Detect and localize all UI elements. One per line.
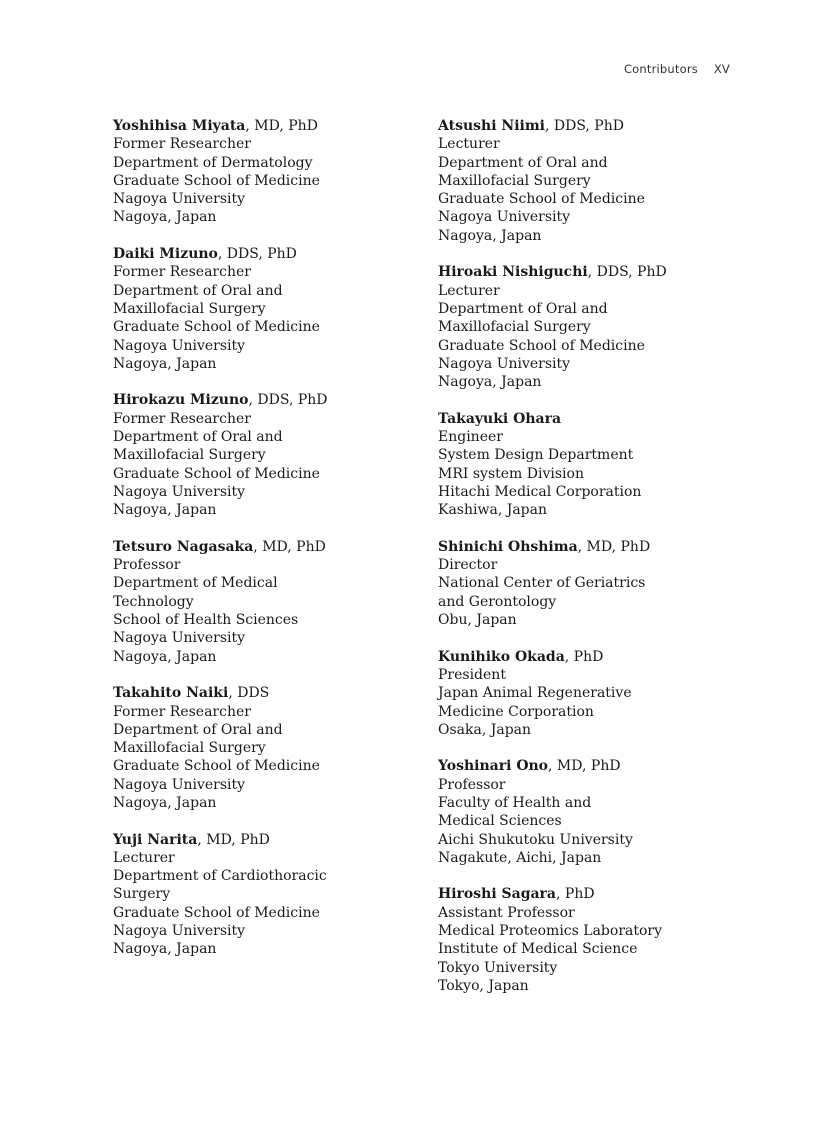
affiliation-line: Graduate School of Medicine [438,337,645,354]
affiliation-line: Maxillofacial Surgery [438,319,591,336]
contributor-degrees: , MD, PhD [245,118,318,134]
contributor-entry [438,538,738,629]
contributor-name: Atsushi Niimi [438,118,545,134]
contributor-name: Kunihiko Okada [438,648,565,665]
affiliation-line: Nagoya University [113,191,246,208]
affiliation-line: Institute of Medical Science [438,941,638,958]
contributor-name: Yoshihisa Miyata [113,118,246,134]
contributor-name: Yuji Narita [113,831,198,848]
affiliation-line: Graduate School of Medicine [113,904,320,921]
contributor-heading [113,391,403,409]
affiliation-line: Nagoya, Japan [113,355,217,372]
contributor-heading [113,117,403,135]
affiliation-line: Department of Oral and [113,282,283,299]
affiliation-line: Nagoya University [438,209,571,226]
affiliation-line: Surgery [113,886,171,903]
contributor-entry [113,684,403,812]
contributor-name: Hirokazu Mizuno [113,392,249,409]
affiliation-line: Nagoya University [113,630,246,647]
affiliation-line: Nagoya University [113,337,246,354]
affiliation-line: Department of Oral and [438,154,608,171]
affiliation-line: Nagakute, Aichi, Japan [438,849,602,866]
contributor-heading [438,117,738,135]
contributor-degrees: , DDS, PhD [544,118,624,134]
running-head [624,62,730,76]
contributor-heading [438,885,738,903]
contributor-entry [438,885,738,995]
affiliation-line: Technology [113,593,194,610]
affiliation-line: Assistant Professor [438,904,575,921]
contributor-heading [438,538,738,556]
affiliation-line: Lecturer [438,282,500,299]
affiliation-line: Nagoya, Japan [113,648,217,665]
affiliation-line: Nagoya University [113,483,246,500]
contributor-entry [438,263,738,391]
contributor-entry [113,831,403,959]
contributor-entry [438,757,738,867]
affiliation-line: System Design Department [438,447,634,464]
contributor-entry [113,538,403,666]
contributor-entry [113,117,403,227]
contributor-degrees: , MD, PhD [253,538,326,555]
affiliation-line: Department of Dermatology [113,154,313,171]
affiliation-line: Nagoya University [113,776,246,793]
contributor-degrees: , DDS, PhD [587,264,667,281]
contributors-left-column [113,117,403,977]
contributor-entry [438,648,738,739]
affiliation-line: Maxillofacial Surgery [438,172,591,189]
contributor-degrees: , MD, PhD [548,758,621,775]
affiliation-line: National Center of Geriatrics [438,575,646,592]
contributor-heading [438,410,738,428]
section-title: Contributors [623,62,698,76]
affiliation-line: Lecturer [113,849,175,866]
affiliation-line: and Gerontology [438,593,557,610]
affiliation-line: Graduate School of Medicine [113,465,320,482]
affiliation-line: Maxillofacial Surgery [113,740,266,757]
affiliation-line: Graduate School of Medicine [113,319,320,336]
affiliation-line: Medical Proteomics Laboratory [438,923,663,940]
affiliation-line: Former Researcher [113,410,251,427]
affiliation-line: Director [438,557,498,574]
affiliation-line: Graduate School of Medicine [113,172,320,189]
contributor-name: Takayuki Ohara [438,410,562,427]
affiliation-line: Nagoya University [113,923,246,940]
contributor-name: Daiki Mizuno [113,246,218,263]
affiliation-line: Nagoya University [438,355,571,372]
affiliation-line: Tokyo, Japan [438,977,529,994]
contributor-heading [113,245,403,263]
contributors-right-column [438,117,738,1014]
affiliation-line: Former Researcher [113,703,251,720]
contributor-heading [113,831,403,849]
affiliation-line: Lecturer [438,136,500,153]
contributor-entry [438,117,738,245]
affiliation-line: Department of Oral and [113,721,283,738]
contributor-heading [438,263,738,281]
affiliation-line: Aichi Shukutoku University [438,831,633,848]
affiliation-line: Nagoya, Japan [113,941,217,958]
contributor-entry [438,410,738,520]
affiliation-line: Professor [438,776,506,793]
affiliation-line: Kashiwa, Japan [438,502,547,519]
contributor-name: Hiroaki Nishiguchi [438,264,588,281]
contributor-degrees: , MD, PhD [197,831,270,848]
contributor-heading [113,684,403,702]
affiliation-line: Osaka, Japan [438,721,532,738]
contributor-heading [113,538,403,556]
affiliation-line: School of Health Sciences [113,612,299,629]
affiliation-line: Former Researcher [113,136,251,153]
affiliation-line: Maxillofacial Surgery [113,447,266,464]
contributor-name: Yoshinari Ono [438,758,549,775]
affiliation-line: Nagoya, Japan [438,374,542,391]
contributor-name: Hiroshi Sagara [438,886,557,903]
contributor-degrees: , DDS, PhD [217,246,297,263]
contributor-degrees: , PhD [556,886,595,903]
contributor-degrees: , PhD [564,648,604,665]
page-number: XV [713,62,730,76]
contributor-degrees: , MD, PhD [577,538,651,555]
contributor-heading [438,648,738,666]
contributor-degrees: , DDS, PhD [248,392,328,409]
affiliation-line: President [438,666,506,683]
contributor-entry [113,391,403,519]
affiliation-line: Nagoya, Japan [113,794,217,811]
affiliation-line: Professor [113,557,181,574]
affiliation-line: Department of Oral and [113,429,283,446]
contributor-name: Tetsuro Nagasaka [113,538,254,555]
affiliation-line: Department of Oral and [438,300,608,317]
affiliation-line: Tokyo University [438,959,558,976]
contributor-degrees: , DDS [228,685,270,702]
affiliation-line: Japan Animal Regenerative [438,685,632,702]
affiliation-line: Graduate School of Medicine [113,758,320,775]
contributor-heading [438,757,738,775]
affiliation-line: Nagoya, Japan [113,209,217,226]
contributor-name: Shinichi Ohshima [438,538,578,555]
affiliation-line: Nagoya, Japan [113,502,217,519]
affiliation-line: Graduate School of Medicine [438,191,645,208]
affiliation-line: Department of Cardiothoracic [113,868,327,885]
affiliation-line: Hitachi Medical Corporation [438,483,642,500]
affiliation-line: Obu, Japan [438,612,517,629]
affiliation-line: Medical Sciences [438,813,562,830]
affiliation-line: Engineer [438,429,503,446]
affiliation-line: Faculty of Health and [438,794,592,811]
contributor-entry [113,245,403,373]
affiliation-line: Maxillofacial Surgery [113,300,266,317]
affiliation-line: Medicine Corporation [438,703,594,720]
affiliation-line: Former Researcher [113,264,251,281]
affiliation-line: Nagoya, Japan [438,227,542,244]
affiliation-line: MRI system Division [438,465,584,482]
contributor-name: Takahito Naiki [113,685,229,702]
affiliation-line: Department of Medical [113,575,278,592]
